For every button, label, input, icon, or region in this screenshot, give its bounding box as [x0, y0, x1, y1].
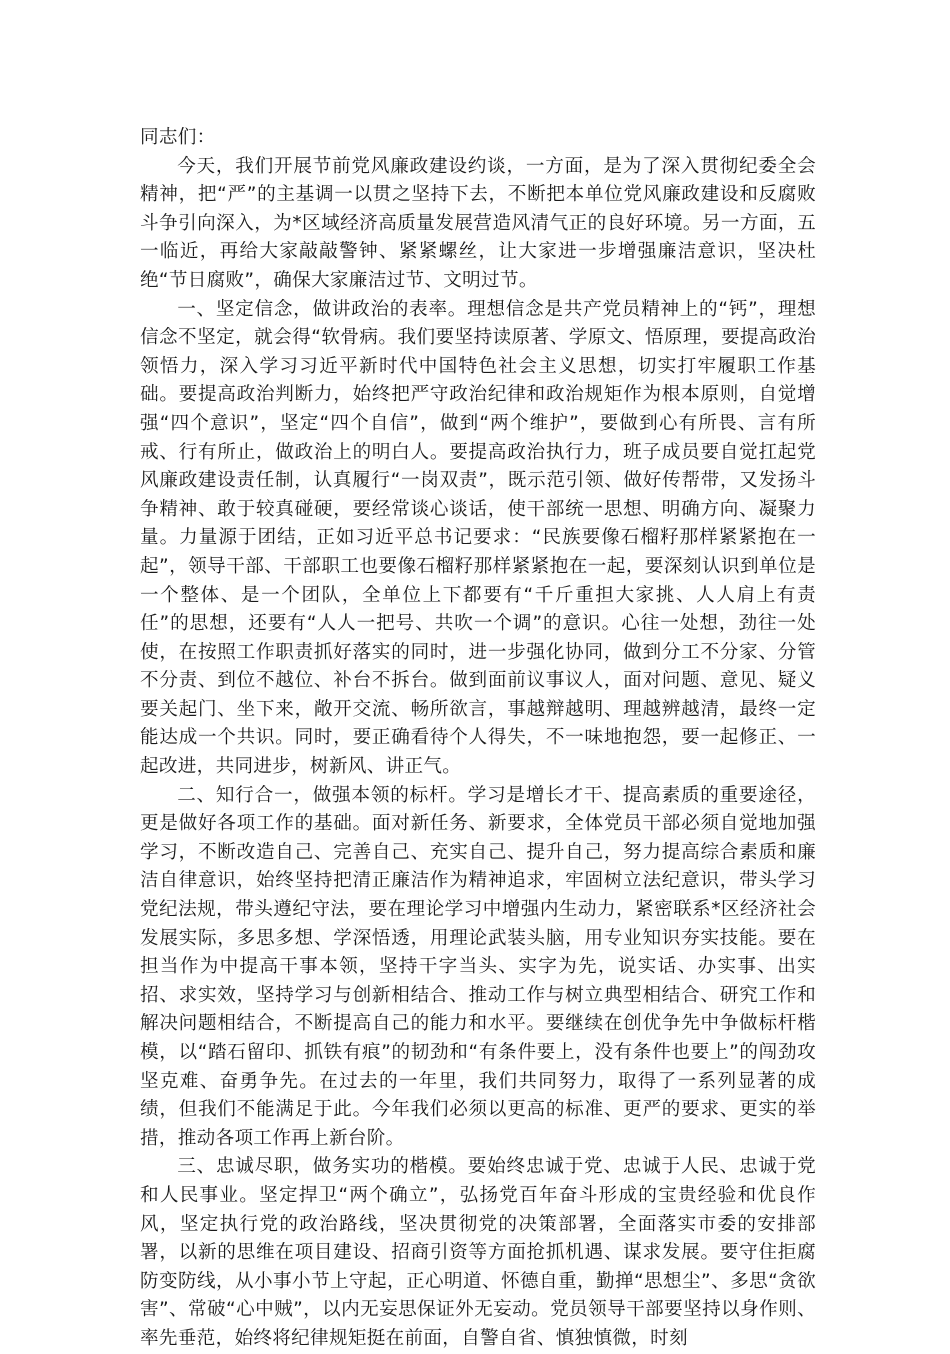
paragraph-intro: 今天，我们开展节前党风廉政建设约谈，一方面，是为了深入贯彻纪委全会精神，把“严”的主基调一以贯之坚持下去，不断把本单位党风廉政建设和反腐败斗争引向深入，为*区域经济高质量发展营造风清气正的良好环境。另一方面，五一临近，再给大家敲敲警钟、紧紧螺丝，让大家进一步增强廉洁意识，坚决杜绝“节日腐败”，确保大家廉洁过节、文明过节。 [140, 155, 816, 291]
paragraph-section-2: 二、知行合一，做强本领的标杆。学习是增长才干、提高素质的重要途径，更是做好各项工作的基础。面对新任务、新要求，全体党员干部必须自觉地加强学习，不断改造自己、完善自己、充实自己、提升自己，努力提高综合素质和廉洁自律意识，始终坚持把清正廉洁作为精神追求，牢固树立法纪意识，带头学习党纪法规，带头遵纪守法，要在理论学习中增强内生动力，紧密联系*区经济社会发展实际，多思多想、学深悟透，用理论武装头脑，用专业知识夯实技能。要在担当作为中提高干事本领，坚持干字当头、实字为先，说实话、办实事、出实招、求实效，坚持学习与创新相结合、推动工作与树立典型相结合、研究工作和解决问题相结合，不断提高自己的能力和水平。要继续在创优争先中争做标杆楷模，以“踏石留印、抓铁有痕”的韧劲和“有条件要上，没有条件也要上”的闯劲攻坚克难、奋勇争先。在过去的一年里，我们共同努力，取得了一系列显著的成绩，但我们不能满足于此。今年我们必须以更高的标准、更严的要求、更实的举措，推动各项工作再上新台阶。 [140, 784, 816, 1149]
paragraph-section-1: 一、坚定信念，做讲政治的表率。理想信念是共产党员精神上的“钙”，理想信念不坚定，就会得“软骨病。我们要坚持读原著、学原文、悟原理，要提高政治领悟力，深入学习习近平新时代中国特色社会主义思想，切实打牢履职工作基础。要提高政治判断力，始终把严守政治纪律和政治规矩作为根本原则，自觉增强“四个意识”，坚定“四个自信”，做到“两个维护”，要做到心有所畏、言有所戒、行有所止，做政治上的明白人。要提高政治执行力，班子成员要自觉扛起党风廉政建设责任制，认真履行“一岗双责”，既示范引领、做好传帮带，又发扬斗争精神、敢于较真碰硬，要经常谈心谈话，使干部统一思想、明确方向、凝聚力量。力量源于团结，正如习近平总书记要求：“民族要像石榴籽那样紧紧抱在一起”，领导干部、干部职工也要像石榴籽那样紧紧抱在一起，要深刻认识到单位是一个整体、是一个团队，全单位上下都要有“千斤重担大家挑、人人肩上有责任”的思想，还要有“人人一把号、共吹一个调”的意识。心往一处想，劲往一处使，在按照工作职责抓好落实的同时，进一步强化协同，做到分工不分家、分管不分责、到位不越位、补台不拆台。做到面前议事议人，面对问题、意见、疑义要关起门、坐下来，敞开交流、畅所欲言，事越辩越明、理越辨越清，最终一定能达成一个共识。同时，要正确看待个人得失，不一味地抱怨，要一起修正、一起改进，共同进步，树新风、讲正气。 [140, 298, 816, 778]
document-page [140, 124, 816, 1354]
greeting: 同志们： [140, 127, 216, 148]
paragraph-section-3: 三、忠诚尽职，做务实功的楷模。要始终忠诚于党、忠诚于人民、忠诚于党和人民事业。坚定捍卫“两个确立”，弘扬党百年奋斗形成的宝贵经验和优良作风，坚定执行党的政治路线，坚决贯彻党的决策部署，全面落实市委的安排部署，以新的思维在项目建设、招商引资等方面抢抓机遇、谋求发展。要守住拒腐防变防线，从小事小节上守起，正心明道、怀德自重，勤掸“思想尘”、多思“贪欲害”、常破“心中贼”，以内无妄思保证外无妄动。党员领导干部要坚持以身作则、率先垂范，始终将纪律规矩挺在前面，自警自省、慎独慎微，时刻 [140, 1156, 816, 1349]
